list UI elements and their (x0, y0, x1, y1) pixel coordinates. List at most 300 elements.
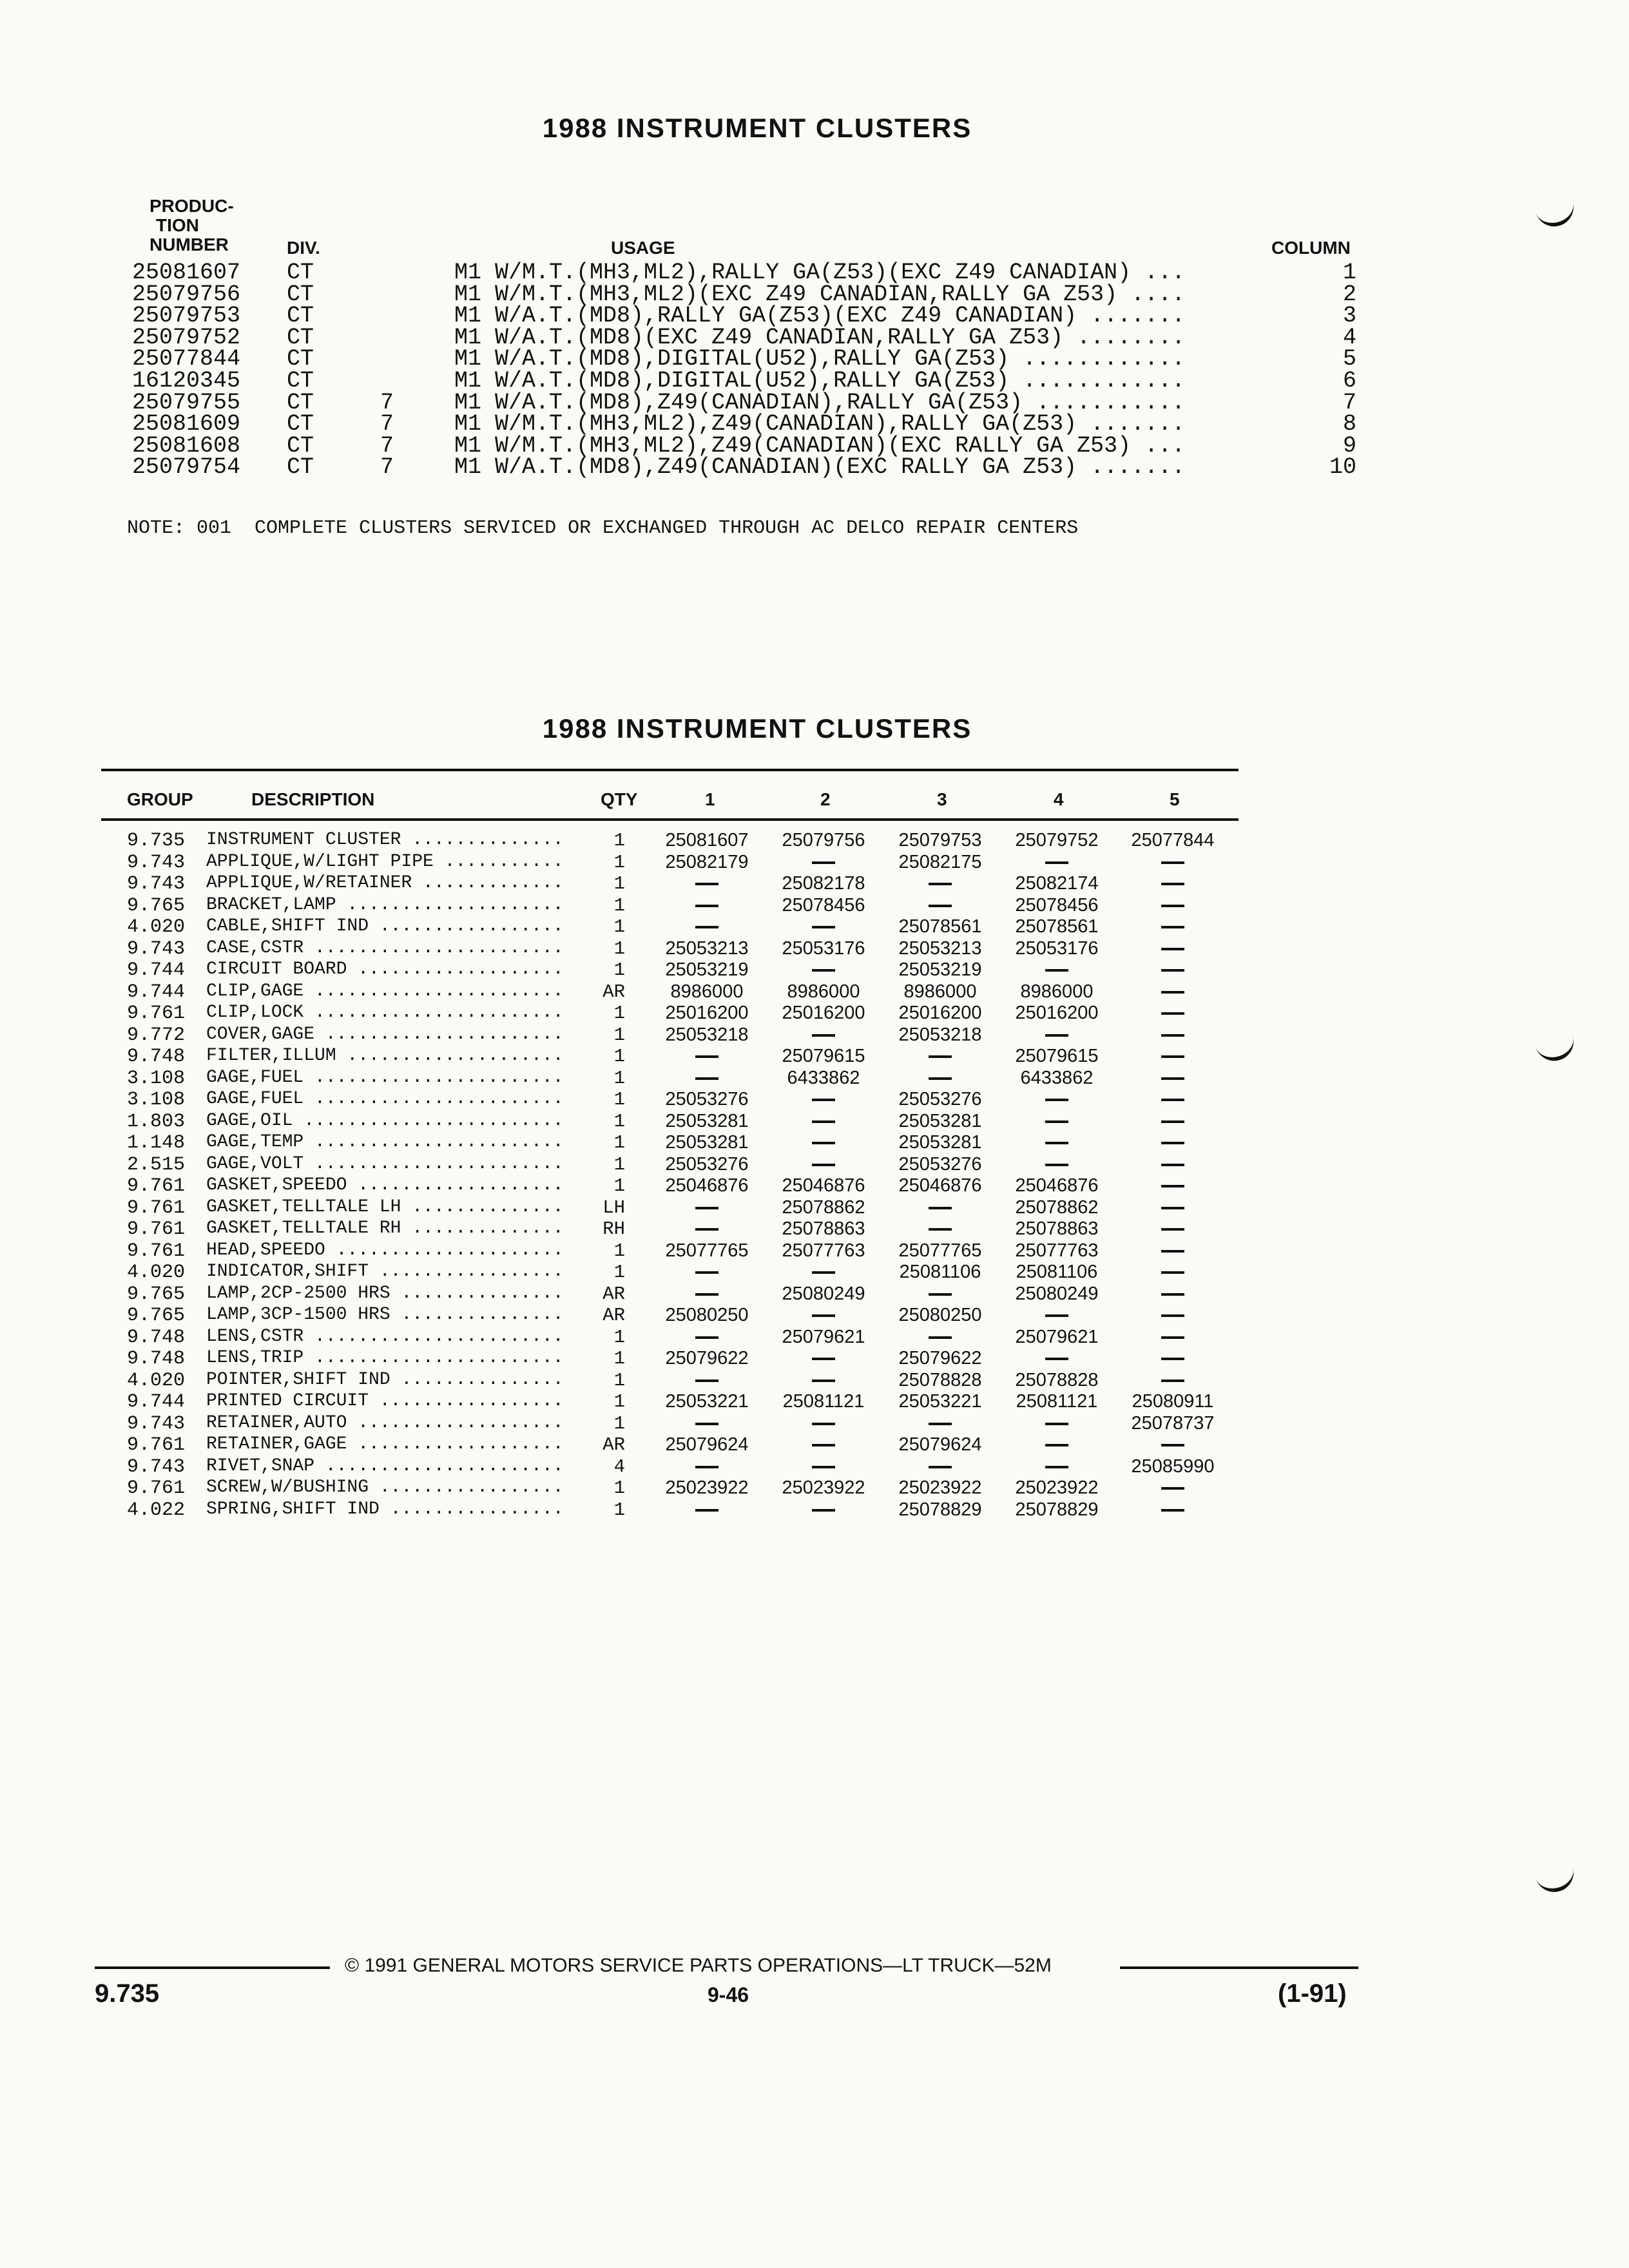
part-number-cell: 25053281 (898, 1110, 982, 1131)
not-used-dash (649, 1046, 765, 1067)
dash-mark (1161, 1509, 1184, 1512)
division: CT (287, 389, 314, 416)
not-used-dash (766, 1132, 882, 1153)
part-number-cell: 25079615 (1015, 1046, 1099, 1066)
quantity: 1 (613, 1412, 625, 1434)
quantity: 1 (613, 1369, 625, 1391)
dash-mark (1161, 1077, 1184, 1080)
part-description: POINTER,SHIFT IND ............... (206, 1369, 564, 1390)
part-number-cell: 25081121 (782, 1391, 865, 1412)
dash-mark (695, 1379, 718, 1382)
part-number-cell: 25053221 (665, 1391, 749, 1412)
part-number-cell: 25079621 (782, 1326, 865, 1347)
not-used-dash (1115, 1046, 1231, 1067)
dash-mark (695, 1055, 718, 1058)
not-used-dash (1115, 852, 1231, 873)
not-used-dash (882, 1413, 998, 1434)
part-number-cell: 25053219 (665, 959, 749, 980)
part-number-cell: 25079753 (898, 830, 982, 850)
part-number-cell: 25078862 (782, 1196, 865, 1218)
group-code: 9.743 (127, 1412, 186, 1435)
part-number-cell: 25053213 (665, 937, 749, 959)
quantity: RH (602, 1218, 625, 1240)
part-description: RIVET,SNAP ...................... (206, 1456, 564, 1476)
production-number: 25079753 (132, 303, 241, 329)
not-used-dash (999, 1154, 1115, 1175)
part-description: LAMP,2CP-2500 HRS ............... (206, 1283, 564, 1303)
part-description: CLIP,LOCK ....................... (206, 1003, 564, 1023)
group-code: 4.022 (127, 1499, 186, 1521)
dash-mark (1161, 1314, 1184, 1317)
dash-mark (1161, 948, 1184, 950)
quantity: 1 (613, 1132, 625, 1153)
dash-mark (929, 1228, 952, 1231)
part-description: HEAD,SPEEDO ..................... (206, 1240, 564, 1260)
part-number-cell: 25078863 (1015, 1218, 1099, 1239)
dash-mark (1161, 1055, 1184, 1058)
dash-mark (812, 1444, 835, 1446)
not-used-dash (649, 1456, 765, 1477)
table-row (0, 1370, 1289, 1391)
column-number: 3 (1342, 303, 1356, 329)
quantity: AR (602, 1305, 625, 1326)
quantity: 1 (613, 1326, 625, 1348)
quantity: LH (602, 1196, 625, 1218)
part-description: INDICATOR,SHIFT ................. (206, 1262, 564, 1282)
part-description: SCREW,W/BUSHING ................. (206, 1477, 564, 1497)
division: CT (287, 303, 314, 329)
column-number: 10 (1329, 454, 1356, 481)
quantity: 1 (613, 1262, 625, 1283)
table-row (0, 1175, 1289, 1196)
part-number-cell: 25078863 (782, 1218, 865, 1239)
not-used-dash (649, 1370, 765, 1391)
table-row (0, 1132, 1289, 1153)
part-number-cell: 25023922 (1015, 1477, 1099, 1498)
not-used-dash (1115, 1003, 1231, 1024)
table-row (0, 959, 1289, 981)
not-used-dash (882, 1046, 998, 1067)
part-number-cell: 25082179 (665, 851, 749, 872)
part-number-cell: 25082174 (1015, 873, 1099, 894)
table-row (0, 1477, 1289, 1499)
division: CT (287, 346, 314, 372)
dash-mark (929, 1055, 952, 1058)
th-col-2: 2 (820, 789, 831, 809)
quantity: 1 (613, 1499, 625, 1521)
not-used-dash (1115, 1218, 1231, 1240)
part-number-cell: 25078862 (1015, 1196, 1099, 1218)
production-number: 25079755 (132, 389, 241, 416)
column-number: 6 (1342, 368, 1356, 394)
not-used-dash (649, 1197, 765, 1218)
dash-mark (695, 905, 718, 907)
quantity: 1 (613, 1003, 625, 1024)
part-number-cell: 25079756 (782, 830, 865, 850)
not-used-dash (882, 1327, 998, 1348)
dash-mark (812, 1034, 835, 1037)
dash-mark (1045, 1423, 1068, 1425)
footer-rule-left (95, 1966, 330, 1969)
part-number-cell: 25079624 (665, 1434, 749, 1455)
part-number-cell: 8986000 (787, 981, 860, 1002)
part-number-cell: 25078829 (898, 1499, 982, 1520)
dash-mark (1045, 1314, 1068, 1317)
part-description: GAGE,FUEL ....................... (206, 1067, 564, 1088)
header-line: PRODUC- (149, 196, 234, 216)
dash-mark (812, 1379, 835, 1382)
dash-mark (695, 1293, 718, 1296)
column-number: 9 (1342, 432, 1356, 459)
part-description: APPLIQUE,W/RETAINER ............. (206, 873, 564, 893)
not-used-dash (649, 1262, 765, 1283)
dash-mark (1161, 861, 1184, 864)
part-number-cell: 25078829 (1015, 1499, 1099, 1520)
group-code: 9.735 (127, 830, 186, 852)
dash-mark (812, 1423, 835, 1425)
part-number-cell: 25078828 (1015, 1369, 1099, 1390)
dash-mark (812, 926, 835, 928)
part-number-cell: 25079752 (1015, 830, 1099, 850)
not-used-dash (1115, 1024, 1231, 1046)
not-used-dash (882, 1218, 998, 1240)
quantity: 1 (613, 894, 625, 916)
part-description: APPLIQUE,W/LIGHT PIPE ........... (206, 851, 564, 872)
part-description: LENS,TRIP ....................... (206, 1348, 564, 1368)
part-number-cell: 25053213 (898, 937, 982, 959)
table-row (0, 1218, 1289, 1240)
group-code: 4.020 (127, 916, 186, 938)
dash-mark (1045, 1142, 1068, 1144)
group-code: 9.761 (127, 1196, 186, 1219)
part-number-cell: 6433862 (787, 1067, 860, 1088)
dash-mark (1161, 1142, 1184, 1144)
quantity: 1 (613, 1089, 625, 1110)
note: NOTE: 001 COMPLETE CLUSTERS SERVICED OR EXCHANGED THROUGH AC DELCO REPAIR CENTERS (127, 517, 1079, 539)
dash-mark (1161, 1271, 1184, 1274)
part-description: INSTRUMENT CLUSTER .............. (206, 830, 564, 850)
quantity: 1 (613, 873, 625, 894)
part-number-cell: 25080249 (1015, 1283, 1099, 1304)
quantity: AR (602, 1434, 625, 1456)
part-number-cell: 25046876 (898, 1175, 982, 1196)
part-number-cell: 25080250 (898, 1305, 982, 1325)
th-group: GROUP (127, 789, 193, 809)
part-description: GASKET,SPEEDO ................... (206, 1175, 564, 1195)
part-number-cell: 25046876 (782, 1175, 865, 1196)
not-used-dash (882, 1283, 998, 1305)
dash-mark (1161, 1293, 1184, 1296)
part-number-cell: 25023922 (782, 1477, 865, 1498)
group-code: 9.743 (127, 873, 186, 895)
dash-mark (1161, 1034, 1184, 1037)
part-number-cell: 25077763 (782, 1240, 865, 1261)
not-used-dash (882, 873, 998, 894)
part-description: GASKET,TELLTALE LH .............. (206, 1196, 564, 1217)
dash-mark (1161, 1444, 1184, 1446)
not-used-dash (649, 1499, 765, 1521)
quantity: 1 (613, 1391, 625, 1412)
group-code: 9.748 (127, 1046, 186, 1068)
usage-text: M1 W/A.T.(MD8),DIGITAL(U52),RALLY GA(Z53) ............ (454, 368, 1186, 394)
group-code: 9.761 (127, 1175, 186, 1197)
part-description: CIRCUIT BOARD ................... (206, 959, 564, 979)
not-used-dash (1115, 938, 1231, 959)
th-col-3: 3 (937, 789, 947, 809)
table-row (0, 1111, 1289, 1132)
not-used-dash (766, 1111, 882, 1132)
not-used-dash (999, 852, 1115, 873)
dash-mark (1045, 1099, 1068, 1101)
dash-mark (1045, 969, 1068, 972)
dash-mark (1161, 1012, 1184, 1015)
not-used-dash (649, 895, 765, 916)
dash-mark (812, 1164, 835, 1166)
not-used-dash (649, 1327, 765, 1348)
dash-mark (812, 1120, 835, 1123)
quantity: 1 (613, 1348, 625, 1369)
column-number: 2 (1342, 281, 1356, 307)
table-row (0, 852, 1289, 873)
not-used-dash (649, 916, 765, 937)
dash-mark (812, 1142, 835, 1144)
not-used-dash (999, 1413, 1115, 1434)
header-line: NUMBER (149, 235, 229, 255)
division: CT (287, 281, 314, 307)
group-code: 9.761 (127, 1003, 186, 1024)
group-code: 2.515 (127, 1153, 186, 1176)
group-code: 4.020 (127, 1262, 186, 1283)
not-used-dash (882, 1068, 998, 1089)
part-number-cell: 25079622 (665, 1348, 749, 1369)
column-number: 7 (1342, 389, 1356, 416)
production-number: 25081609 (132, 411, 241, 437)
part-number-cell: 25079615 (782, 1046, 865, 1066)
dash-mark (1161, 1358, 1184, 1360)
table-row (0, 1068, 1289, 1089)
part-number-cell: 25079622 (898, 1348, 982, 1369)
group-code: 9.765 (127, 894, 186, 917)
quantity: 1 (613, 1046, 625, 1067)
header-production-number (149, 197, 234, 255)
part-number-cell: 25085990 (1131, 1456, 1215, 1477)
th-description: DESCRIPTION (251, 789, 375, 809)
group-code: 4.020 (127, 1369, 186, 1392)
group-code: 9.765 (127, 1283, 186, 1305)
not-used-dash (766, 1434, 882, 1456)
usage-text: M1 W/A.T.(MD8),Z49(CANADIAN)(EXC RALLY GA Z53) ....... (454, 454, 1186, 481)
table-row (0, 1413, 1289, 1434)
not-used-dash (999, 1024, 1115, 1046)
note-ref: 7 (380, 411, 394, 437)
not-used-dash (999, 1348, 1115, 1369)
group-code: 9.744 (127, 981, 186, 1003)
quantity: 1 (613, 1153, 625, 1175)
not-used-dash (766, 1370, 882, 1391)
not-used-dash (766, 1089, 882, 1110)
part-description: GAGE,VOLT ....................... (206, 1153, 564, 1174)
quantity: 1 (613, 1240, 625, 1262)
not-used-dash (882, 1197, 998, 1218)
table-row (0, 1327, 1289, 1348)
part-number-cell: 25080250 (665, 1305, 749, 1325)
group-code: 9.743 (127, 851, 186, 874)
part-number-cell: 25053218 (665, 1024, 749, 1045)
dash-mark (812, 1509, 835, 1512)
part-number-cell: 8986000 (1020, 981, 1094, 1002)
part-number-cell: 25016200 (782, 1003, 865, 1023)
part-description: PRINTED CIRCUIT ................. (206, 1391, 564, 1411)
table-row (0, 1283, 1289, 1305)
table-row (0, 1305, 1289, 1326)
not-used-dash (1115, 1370, 1231, 1391)
part-description: CASE,CSTR ....................... (206, 937, 564, 958)
th-col-4: 4 (1054, 789, 1064, 809)
not-used-dash (1115, 1111, 1231, 1132)
part-description: CLIP,GAGE ....................... (206, 981, 564, 1001)
group-code: 9.761 (127, 1477, 186, 1499)
table-row (0, 1262, 1289, 1283)
dash-mark (812, 1314, 835, 1317)
not-used-dash (1115, 1477, 1231, 1499)
part-number-cell: 6433862 (1020, 1067, 1094, 1088)
quantity: 1 (613, 1175, 625, 1196)
dash-mark (812, 861, 835, 864)
footer-copyright: © 1991 GENERAL MOTORS SERVICE PARTS OPERATIONS—LT TRUCK—52M (345, 1955, 1052, 1976)
dash-mark (695, 1423, 718, 1425)
not-used-dash (766, 1456, 882, 1477)
part-number-cell: 25023922 (665, 1477, 749, 1498)
dash-mark (1161, 1228, 1184, 1231)
division: CT (287, 411, 314, 437)
part-number-cell: 25078456 (1015, 894, 1099, 916)
part-number-cell: 25016200 (898, 1003, 982, 1023)
not-used-dash (649, 1068, 765, 1089)
part-description: LAMP,3CP-1500 HRS ............... (206, 1305, 564, 1325)
dash-mark (1161, 926, 1184, 928)
group-code: 9.744 (127, 959, 186, 981)
not-used-dash (999, 1111, 1115, 1132)
part-number-cell: 8986000 (903, 981, 977, 1002)
group-code: 9.772 (127, 1024, 186, 1046)
not-used-dash (649, 873, 765, 894)
part-number-cell: 25078561 (898, 916, 982, 937)
quantity: AR (602, 981, 625, 1003)
section-title-parts: 1988 INSTRUMENT CLUSTERS (542, 713, 972, 744)
not-used-dash (766, 1499, 882, 1521)
footer-group-number: 9.735 (95, 1979, 160, 2008)
dash-mark (812, 1466, 835, 1468)
dash-mark (1045, 1120, 1068, 1123)
part-number-cell: 25079624 (898, 1434, 982, 1455)
dash-mark (929, 905, 952, 907)
part-number-cell: 25077765 (898, 1240, 982, 1261)
part-number-cell: 25078737 (1131, 1412, 1215, 1434)
dash-mark (695, 926, 718, 928)
production-number: 25077844 (132, 346, 241, 372)
column-number: 8 (1342, 411, 1356, 437)
not-used-dash (1115, 1434, 1231, 1456)
dash-mark (812, 1271, 835, 1274)
not-used-dash (1115, 981, 1231, 1003)
quantity: 1 (613, 1024, 625, 1046)
part-description: LENS,CSTR ....................... (206, 1326, 564, 1347)
division: CT (287, 454, 314, 481)
quantity: 1 (613, 830, 625, 851)
group-code: 1.148 (127, 1132, 186, 1154)
part-description: RETAINER,GAGE ................... (206, 1434, 564, 1454)
group-code: 9.761 (127, 1434, 186, 1456)
part-number-cell: 25053276 (898, 1153, 982, 1175)
dash-mark (1161, 1185, 1184, 1187)
not-used-dash (1115, 916, 1231, 937)
table-row (0, 1003, 1289, 1024)
usage-text: M1 W/A.T.(MD8),RALLY GA(Z53)(EXC Z49 CANADIAN) ....... (454, 303, 1186, 329)
part-number-cell: 25080911 (1132, 1391, 1214, 1412)
quantity: 1 (613, 1110, 625, 1132)
quantity: AR (602, 1283, 625, 1305)
table-row (0, 1089, 1289, 1110)
group-code: 9.761 (127, 1218, 186, 1240)
dash-mark (695, 1077, 718, 1080)
dash-mark (812, 1099, 835, 1101)
group-code: 9.748 (127, 1348, 186, 1370)
not-used-dash (999, 1132, 1115, 1153)
part-number-cell: 25081607 (665, 830, 749, 850)
part-number-cell: 25080249 (782, 1283, 865, 1304)
table-row (0, 1391, 1289, 1412)
part-number-cell: 25053219 (898, 959, 982, 980)
group-code: 9.744 (127, 1391, 186, 1413)
not-used-dash (882, 895, 998, 916)
table-row (0, 873, 1289, 894)
group-code: 9.765 (127, 1305, 186, 1327)
not-used-dash (1115, 1197, 1231, 1218)
usage-text: M1 W/A.T.(MD8)(EXC Z49 CANADIAN,RALLY GA Z53) ........ (454, 324, 1186, 351)
table-row (0, 1046, 1289, 1067)
th-col-1: 1 (705, 789, 715, 809)
part-description: RETAINER,AUTO ................... (206, 1412, 564, 1433)
part-number-cell: 8986000 (670, 981, 744, 1002)
not-used-dash (1115, 1499, 1231, 1521)
not-used-dash (1115, 1305, 1231, 1326)
part-number-cell: 25046876 (1015, 1175, 1099, 1196)
section-title-production: 1988 INSTRUMENT CLUSTERS (542, 113, 972, 143)
not-used-dash (1115, 1089, 1231, 1110)
footer-date-code: (1-91) (1278, 1979, 1347, 2008)
usage-text: M1 W/M.T.(MH3,ML2),Z49(CANADIAN)(EXC RALLY GA Z53) ... (454, 432, 1186, 459)
not-used-dash (766, 959, 882, 981)
dash-mark (1161, 1487, 1184, 1490)
dash-mark (695, 1271, 718, 1274)
table-row (0, 895, 1289, 916)
group-code: 9.761 (127, 1240, 186, 1262)
dash-mark (1161, 1164, 1184, 1166)
part-number-cell: 25053281 (898, 1132, 982, 1153)
dash-mark (695, 1207, 718, 1209)
not-used-dash (766, 852, 882, 873)
group-code: 1.803 (127, 1110, 186, 1133)
part-number-cell: 25082175 (898, 851, 982, 872)
production-number: 25079756 (132, 281, 241, 307)
th-col-5: 5 (1170, 789, 1180, 809)
table-row (0, 1456, 1289, 1477)
part-number-cell: 25023922 (898, 1477, 982, 1498)
group-code: 3.108 (127, 1089, 186, 1111)
not-used-dash (1115, 1262, 1231, 1283)
usage-text: M1 W/M.T.(MH3,ML2),RALLY GA(Z53)(EXC Z49 CANADIAN) ... (454, 260, 1186, 285)
part-number-cell: 25078456 (782, 894, 865, 916)
